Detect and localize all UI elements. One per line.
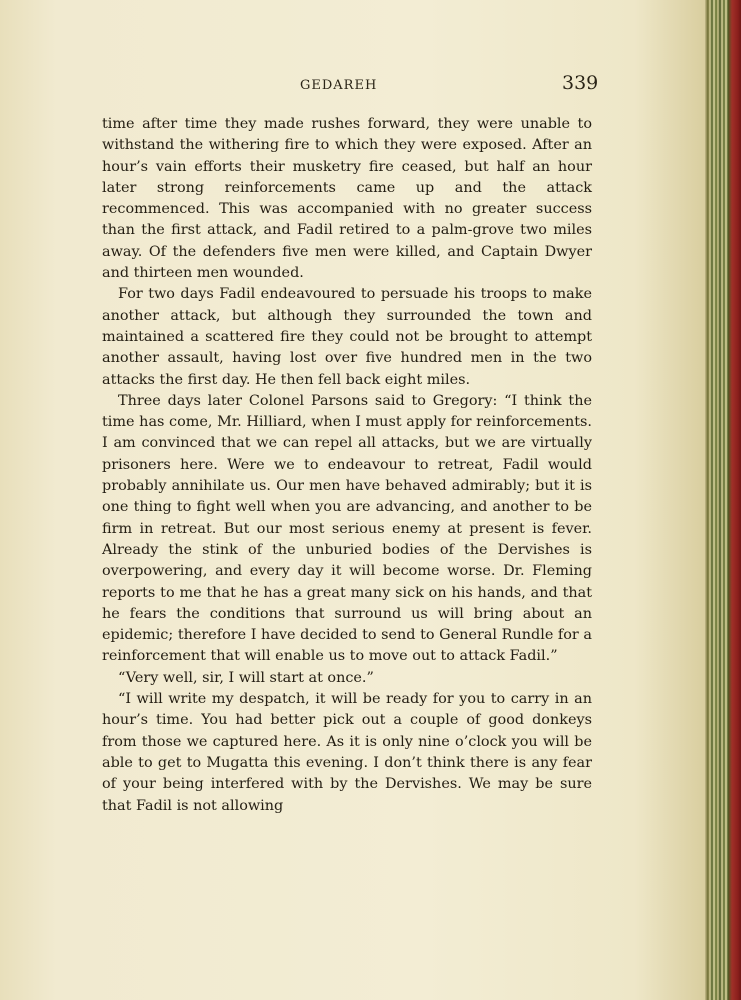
paragraph: “I will write my despatch, it will be ready for you to carry in an hour’s time. You had better pick out a couple of good donkeys from those we captured here. As it is only nine o’clock you will be able to get to Mugatta this evening. I don’t think there is any fear of your being interfered with by the Dervishes. We may be sure that Fadil is not allowing [102, 691, 592, 814]
body-text [102, 114, 592, 817]
paragraph: “Very well, sir, I will start at once.” [118, 669, 374, 686]
page-number: 339 [562, 72, 599, 94]
running-head: GEDAREH [300, 78, 378, 93]
paragraph: time after time they made rushes forward, they were unable to withstand the withering fire to which they were exposed. After an hour’s vain efforts their musketry fire ceased, but half an hour later strong reinforcements came up and the attack recommenced. This was accompanied with no greater success than the first attack, and Fadil retired to a palm-grove two miles away. Of the defenders five men were killed, and Captain Dwyer and thirteen men wounded. [102, 116, 592, 282]
paragraph: Three days later Colonel Parsons said to Gregory: “I think the time has come, Mr. Hilliard, when I must apply for reinforcements. I am convinced that we can repel all attacks, but we are virtually prisoners here. Were we to endeavour to retreat, Fadil would probably annihilate us. Our men have behaved admirably; but it is one thing to fight well when you are advancing, and another to be firm in retreat. But our most serious enemy at present is fever. Already the stink of the unburied bodies of the Dervishes is overpowering, and every day it will become worse. Dr. Fleming reports to me that he has a great many sick on his hands, and that he fears the conditions that surround us will bring about an epidemic; therefore I have decided to send to General Rundle for a reinforcement that will enable us to move out to attack Fadil.” [102, 392, 592, 665]
book-spine-edge [705, 0, 741, 1000]
page-header [0, 72, 705, 102]
paragraph: For two days Fadil endeavoured to persuade his troops to make another attack, but although they surrounded the town and maintained a scattered fire they could not be brought to attempt another assault, having lost over five hundred men in the two attacks the first day. He then fell back eight miles. [102, 286, 592, 388]
